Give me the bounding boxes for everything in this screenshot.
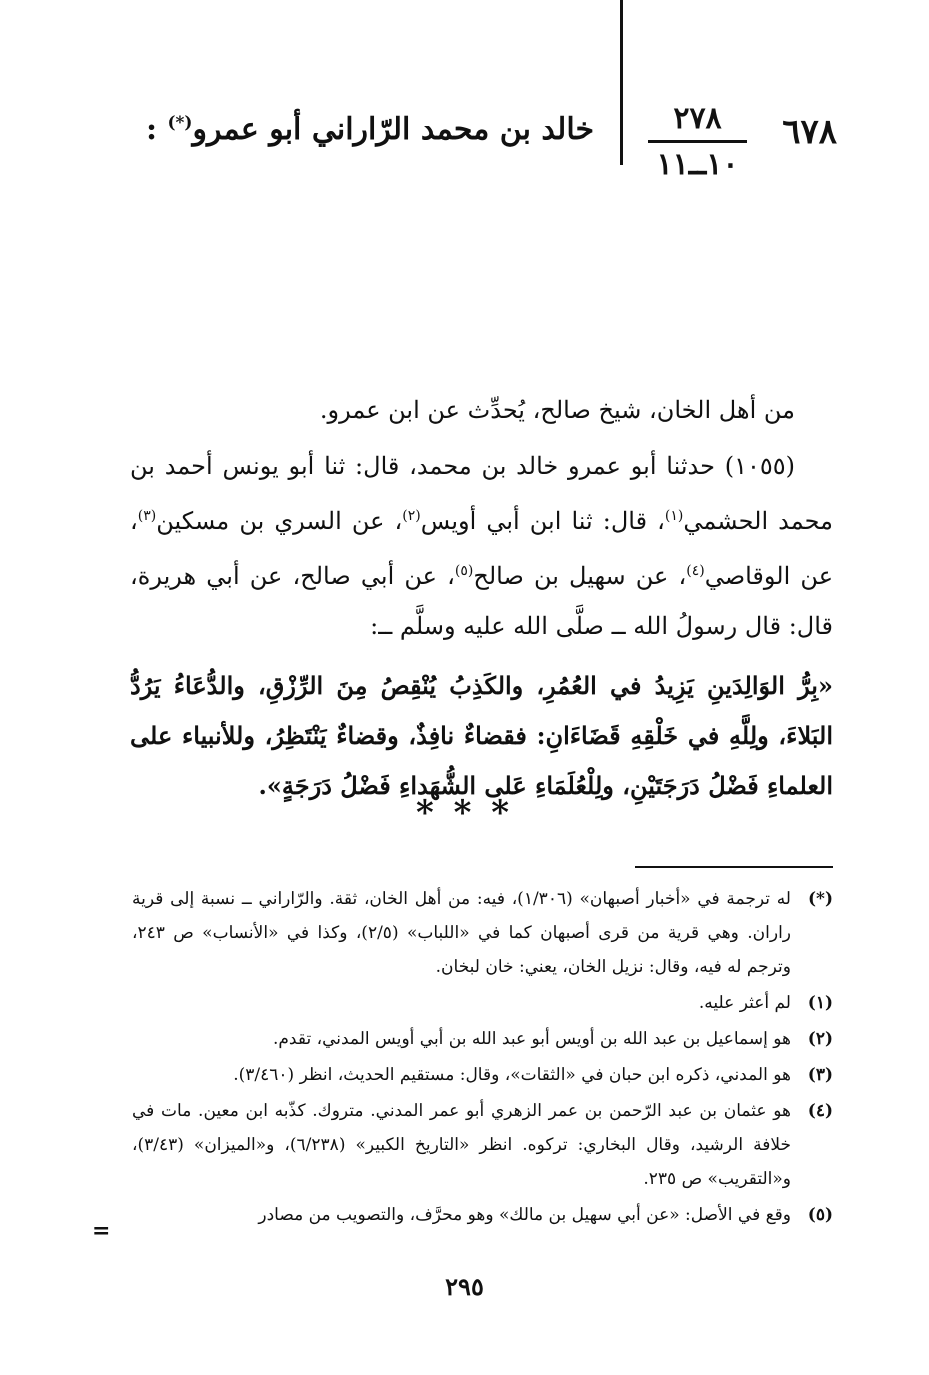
footnote-mark: (٢) bbox=[807, 1029, 833, 1049]
section-separator: * * * bbox=[415, 793, 513, 833]
footnote-text: له ترجمة في «أخبار أصبهان» (١/٣٠٦)، فيه: من أهل الخان، ثقة. والرّاراني ــ نسبة إلى قرية راران. وهي قرية من قرى أصبهان كما في «اللباب» (٢/٥)، وكذا في «الأنساب» ص ٢٤٣، وترجم له فيه، وقال: نزيل الخان، يعني: خان لبخان. bbox=[132, 889, 791, 977]
footnote-item bbox=[132, 1198, 833, 1232]
footnote-ref[interactable]: (١) bbox=[664, 508, 684, 524]
footnote-text: هو عثمان بن عبد الرّحمن بن عمر الزهري أبو عمر المدني. متروك. كذّبه ابن معين. مات في خلافة الرشيد، وقال البخاري: تركوه. انظر «التاريخ الكبير» (٦/٢٣٨)، و«الميزان» (٣/٤٣)، و«التقريب» ص ٢٣٥. bbox=[132, 1101, 791, 1189]
footnotes bbox=[132, 882, 833, 1234]
isnad-text: ، عن الوقاصي bbox=[130, 507, 834, 590]
footnote-rule bbox=[635, 866, 833, 868]
isnad-text: ، عن سهيل بن صالح bbox=[473, 562, 687, 590]
fraction-bottom: ١٠ــ١١ bbox=[656, 147, 739, 182]
footnote-mark: (٥) bbox=[807, 1205, 833, 1225]
fraction-bar bbox=[648, 140, 747, 143]
fraction-top: ٢٧٨ bbox=[673, 101, 722, 136]
continuation-mark: = bbox=[92, 1218, 111, 1244]
footnote-mark: (١) bbox=[807, 993, 833, 1013]
footnote-mark: (*) bbox=[808, 889, 833, 909]
footnote-text: هو إسماعيل بن عبد الله بن أويس أبو عبد الله بن أبي أويس المدني، تقدم. bbox=[273, 1029, 791, 1049]
footnote-text: وقع في الأصل: «عن أبي سهيل بن مالك» وهو محرَّف، والتصويب من مصادر bbox=[258, 1205, 791, 1225]
header-vertical-rule bbox=[620, 0, 623, 165]
isnad-text: ، قال: ثنا ابن أبي أويس bbox=[420, 507, 665, 535]
volume-fraction bbox=[640, 100, 755, 183]
footnote-mark: (٣) bbox=[807, 1065, 833, 1085]
main-text bbox=[130, 385, 833, 811]
footnote-text: هو المدني، ذكره ابن حبان في «الثقات»، وقال: مستقيم الحديث، انظر (٣/٤٦٠). bbox=[233, 1065, 791, 1085]
hadith-text: «بِرُّ الوَالِدَينِ يَزِيدُ في العُمُرِ، والكَذِبُ يُنْقِصُ مِنَ الرِّزْقِ، والدُّعَاءُ يَرُدُّ البَلاءَ، ولِلَّهِ في خَلْقِهِ قَضَاءَانِ: فقضاءٌ نافِذٌ، وقضاءٌ يَنْتَظِرُ، وللأنبياء على العلماءِ فَضْلُ دَرَجَتَيْنِ، ولِلْعُلَمَاءِ عَلى الشُّهَداءِ فَضْلُ دَرَجَةٍ». bbox=[130, 671, 833, 800]
isnad-text: ، عن أبي صالح، عن أبي هريرة، قال: قال رسولُ الله ــ صلَّى الله عليه وسلَّم ــ: bbox=[130, 562, 833, 640]
entry-title-suffix: : bbox=[145, 112, 168, 147]
footnote-text: لم أعثر عليه. bbox=[698, 993, 791, 1013]
page-number: ٢٩٥ bbox=[445, 1272, 484, 1301]
isnad-paragraph bbox=[130, 441, 833, 651]
footnote-ref[interactable]: (٢) bbox=[402, 508, 421, 524]
isnad-text: (١٠٥٥) حدثنا أبو عمرو خالد بن محمد، قال: ثنا أبو يونس أحمد بن محمد الحشمي bbox=[130, 452, 833, 535]
entry-title-note-mark: (*) bbox=[167, 113, 193, 133]
intro-paragraph: من أهل الخان، شيخ صالح، يُحدِّث عن ابن عمرو. bbox=[319, 396, 795, 424]
isnad-text: ، عن السري بن مسكين bbox=[156, 507, 403, 535]
footnote-item bbox=[132, 986, 833, 1020]
entry-title-text: خالد بن محمد الرّاراني أبو عمرو bbox=[192, 112, 594, 147]
footnote-ref[interactable]: (٣) bbox=[137, 508, 157, 524]
footnote-item bbox=[132, 1022, 833, 1056]
footnote-item bbox=[132, 882, 833, 984]
footnote-item bbox=[132, 1094, 833, 1196]
entry-title bbox=[146, 112, 594, 147]
footnote-mark: (٤) bbox=[807, 1101, 833, 1121]
entry-number: ٦٧٨ bbox=[782, 112, 837, 152]
footnote-ref[interactable]: (٤) bbox=[686, 563, 705, 579]
footnote-ref[interactable]: (٥) bbox=[454, 563, 474, 579]
footnote-item bbox=[132, 1058, 833, 1092]
